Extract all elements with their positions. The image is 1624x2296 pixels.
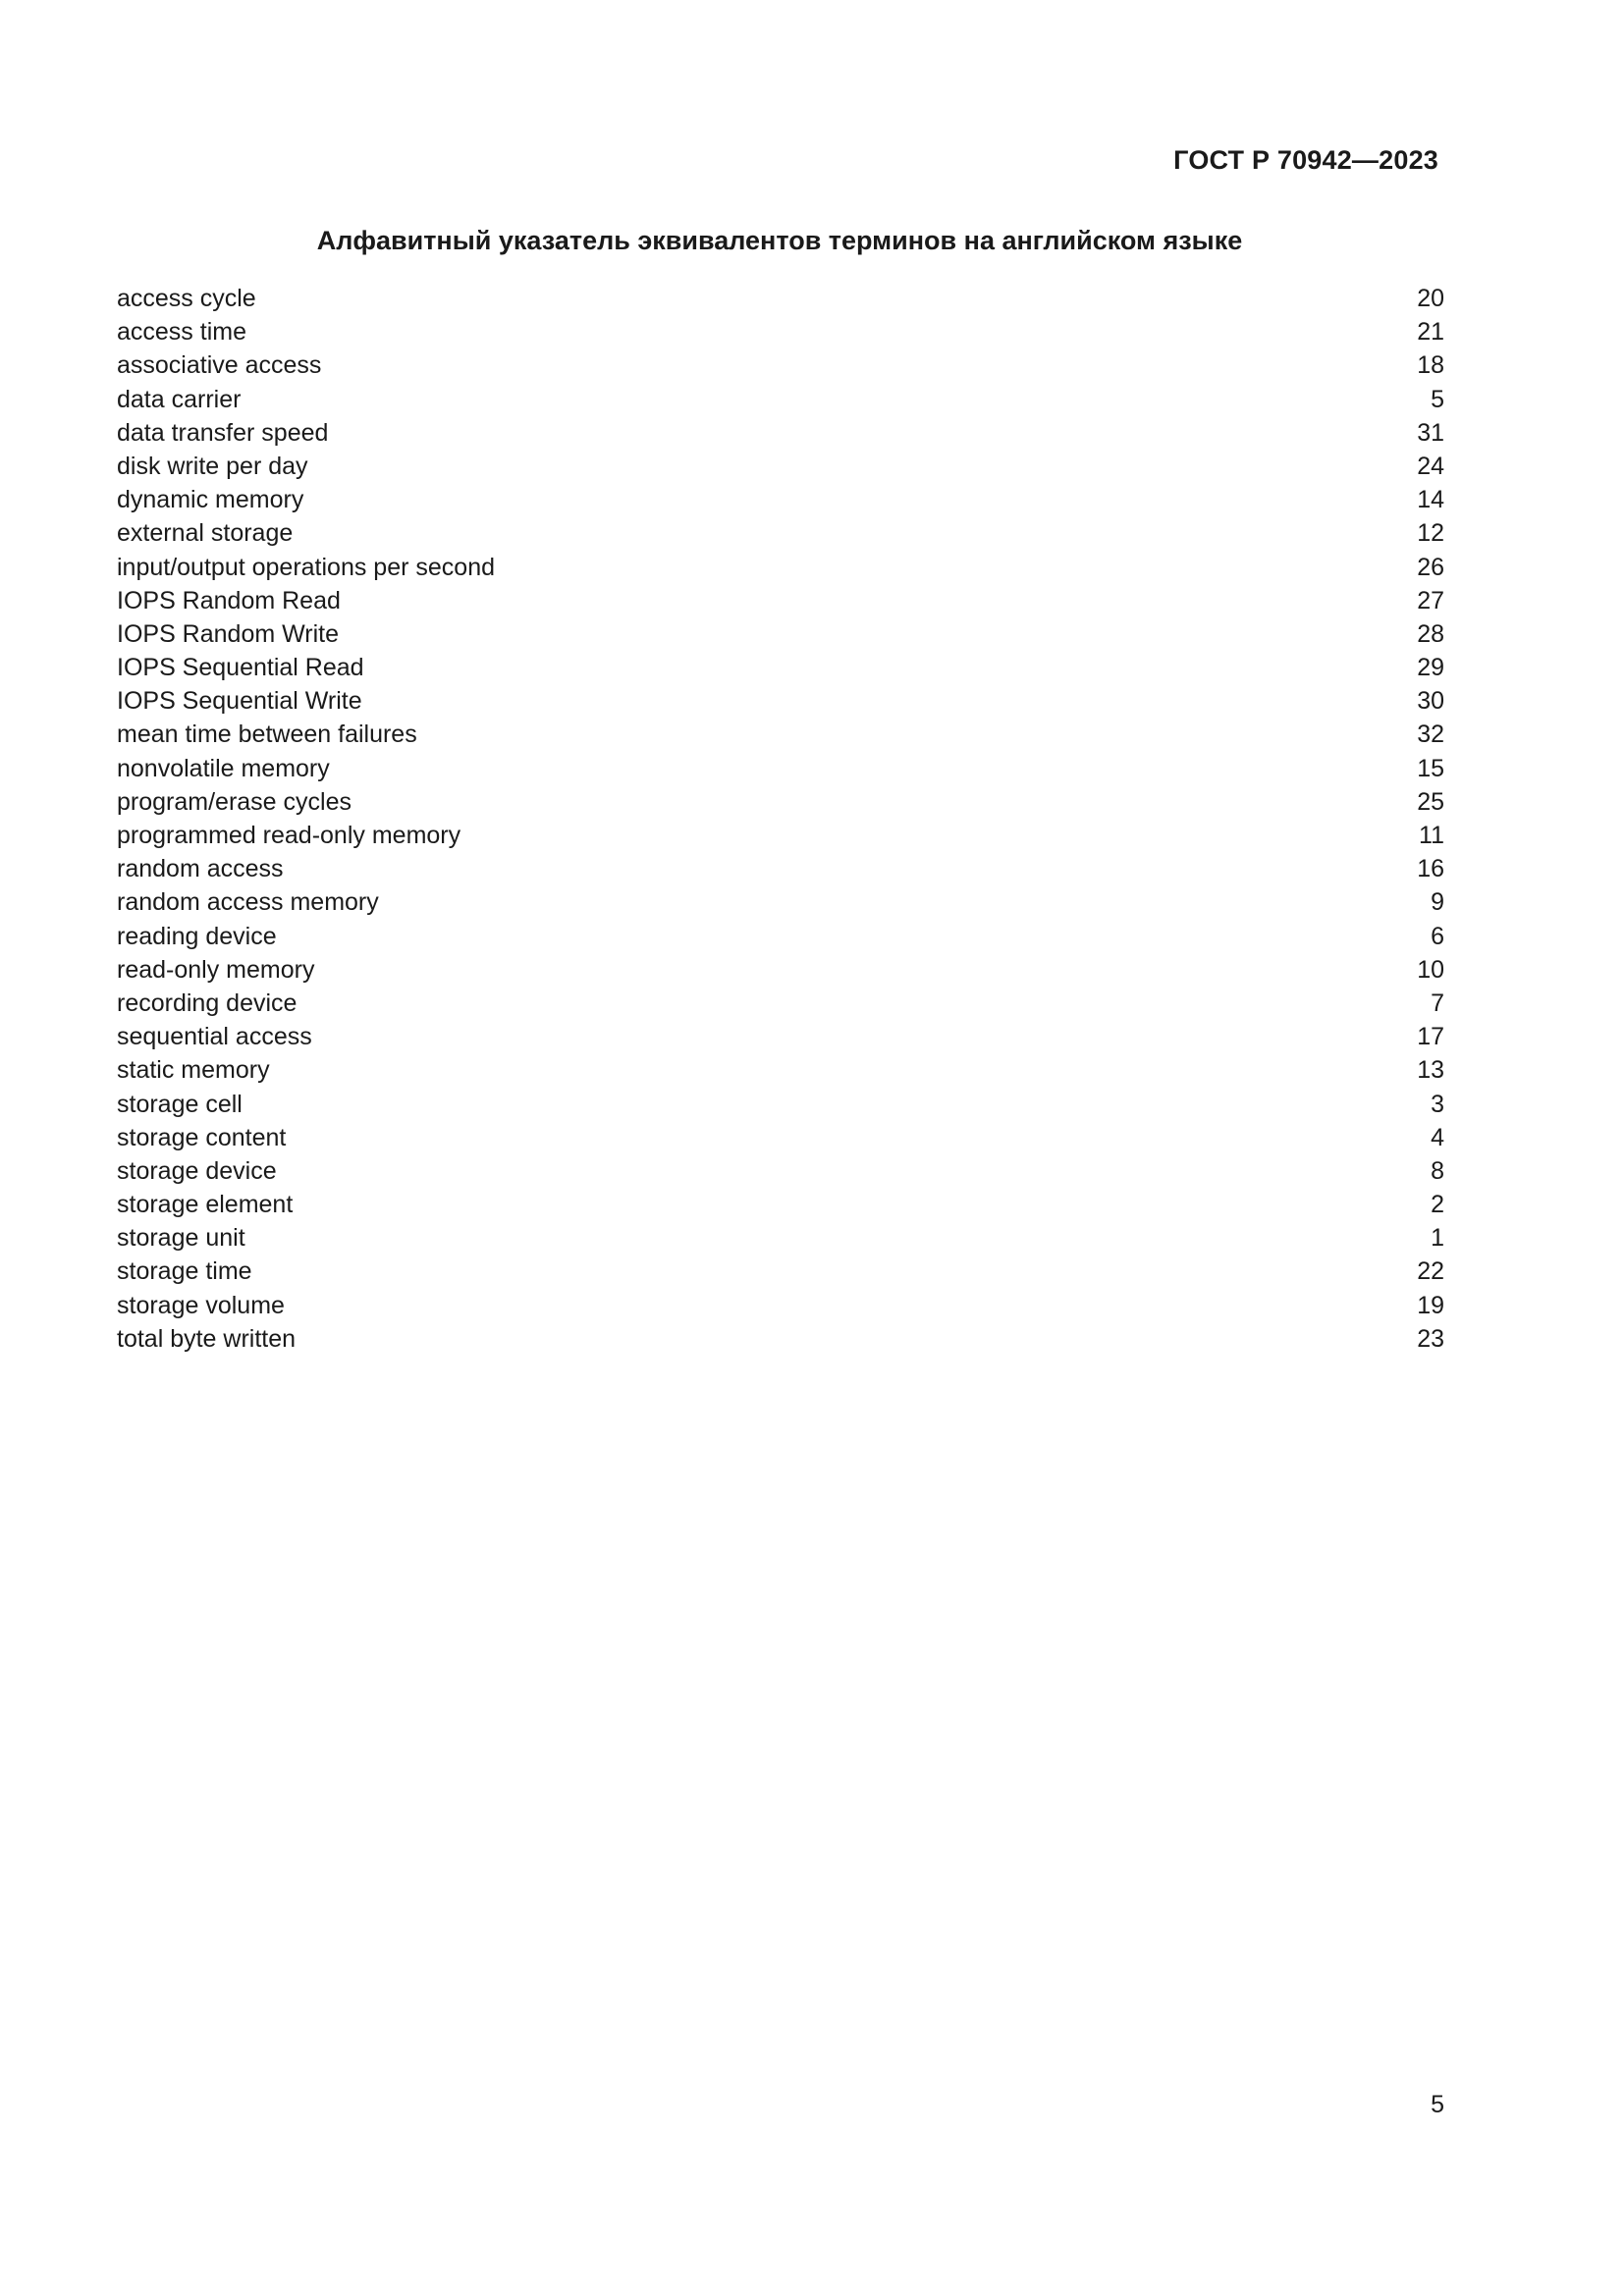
index-entry [117,819,1444,852]
index-entry-term: sequential access [117,1023,312,1051]
index-entry [117,1088,1444,1121]
index-entry-term: programmed read-only memory [117,822,461,849]
document-code-header: ГОСТ Р 70942—2023 [1173,145,1438,175]
index-entry-term: external storage [117,519,294,548]
index-entry-term: storage cell [117,1090,243,1118]
index-entry-number: 30 [1417,687,1444,716]
index-entry-term: storage content [117,1123,287,1151]
index-entry-term: total byte written [117,1324,297,1353]
index-entry-number: 23 [1417,1324,1444,1353]
index-entry-number: 19 [1417,1291,1444,1319]
term-index-list [117,282,1444,1356]
page-number: 5 [1431,2091,1444,2118]
index-entry [117,651,1444,684]
index-entry-term: storage element [117,1191,294,1219]
index-entry [117,718,1444,751]
index-entry [117,920,1444,953]
index-entry-term: reading device [117,922,277,950]
index-entry [117,1322,1444,1356]
index-entry [117,516,1444,550]
index-entry [117,1121,1444,1154]
index-entry [117,1154,1444,1188]
index-entry [117,987,1444,1020]
index-entry-number: 3 [1431,1090,1444,1118]
index-entry-number: 15 [1417,754,1444,782]
index-entry [117,584,1444,617]
index-entry-number: 26 [1417,553,1444,581]
index-entry-term: storage unit [117,1224,245,1253]
index-entry-term: IOPS Random Read [117,586,341,614]
index-entry [117,1053,1444,1087]
index-entry-term: IOPS Sequential Write [117,687,362,716]
index-entry-number: 12 [1417,519,1444,548]
index-entry-number: 5 [1431,385,1444,413]
index-entry [117,315,1444,348]
index-entry [117,953,1444,987]
index-entry-number: 6 [1431,922,1444,950]
index-entry [117,752,1444,785]
index-entry [117,483,1444,516]
index-entry [117,885,1444,919]
index-entry-number: 27 [1417,586,1444,614]
index-entry [117,1188,1444,1221]
index-entry [117,1020,1444,1053]
index-entry-number: 22 [1417,1257,1444,1286]
index-entry-term: disk write per day [117,452,308,480]
index-entry-number: 32 [1417,721,1444,749]
index-entry-term: dynamic memory [117,486,304,514]
index-entry [117,348,1444,382]
index-entry-term: program/erase cycles [117,787,352,816]
index-entry-number: 8 [1431,1156,1444,1185]
index-entry [117,383,1444,416]
index-entry-number: 24 [1417,452,1444,480]
index-entry [117,1289,1444,1322]
index-title: Алфавитный указатель эквивалентов терминов на английском языке [316,226,1243,255]
index-entry-number: 29 [1417,654,1444,682]
index-entry-term: access cycle [117,285,256,312]
index-entry [117,785,1444,819]
index-entry-number: 31 [1417,418,1444,447]
index-entry [117,551,1444,584]
index-entry-term: IOPS Sequential Read [117,654,364,682]
index-entry-term: data carrier [117,385,242,413]
index-entry-number: 2 [1431,1191,1444,1219]
index-entry-term: data transfer speed [117,418,329,447]
index-entry-term: static memory [117,1056,270,1085]
index-entry [117,416,1444,450]
index-entry-number: 11 [1419,822,1444,849]
index-entry-term: associative access [117,351,322,380]
index-entry [117,684,1444,718]
index-entry [117,1255,1444,1288]
index-entry-number: 9 [1431,888,1444,917]
index-entry-number: 4 [1431,1123,1444,1151]
index-entry [117,852,1444,885]
index-entry-number: 18 [1417,351,1444,380]
index-entry-number: 25 [1417,787,1444,816]
index-entry [117,450,1444,483]
index-entry-number: 16 [1417,855,1444,883]
index-entry-number: 1 [1431,1224,1444,1253]
index-entry-term: random access memory [117,888,379,917]
index-entry-number: 13 [1417,1056,1444,1085]
index-entry-term: storage device [117,1156,277,1185]
index-entry-term: storage time [117,1257,252,1286]
index-entry-term: nonvolatile memory [117,754,330,782]
index-entry-number: 14 [1417,486,1444,514]
index-entry-number: 17 [1417,1023,1444,1051]
index-entry-number: 10 [1417,955,1444,984]
index-entry-term: input/output operations per second [117,553,495,581]
index-entry-term: random access [117,855,284,883]
index-entry-number: 7 [1431,988,1444,1017]
index-entry [117,282,1444,315]
index-entry [117,1221,1444,1255]
index-entry-term: access time [117,318,246,347]
index-entry-number: 28 [1417,619,1444,648]
index-entry-number: 20 [1417,285,1444,312]
index-entry [117,617,1444,651]
index-entry-term: mean time between failures [117,721,417,749]
index-entry-number: 21 [1417,318,1444,347]
index-entry-term: read-only memory [117,955,315,984]
index-entry-term: recording device [117,988,298,1017]
index-entry-term: IOPS Random Write [117,619,340,648]
index-entry-term: storage volume [117,1291,285,1319]
